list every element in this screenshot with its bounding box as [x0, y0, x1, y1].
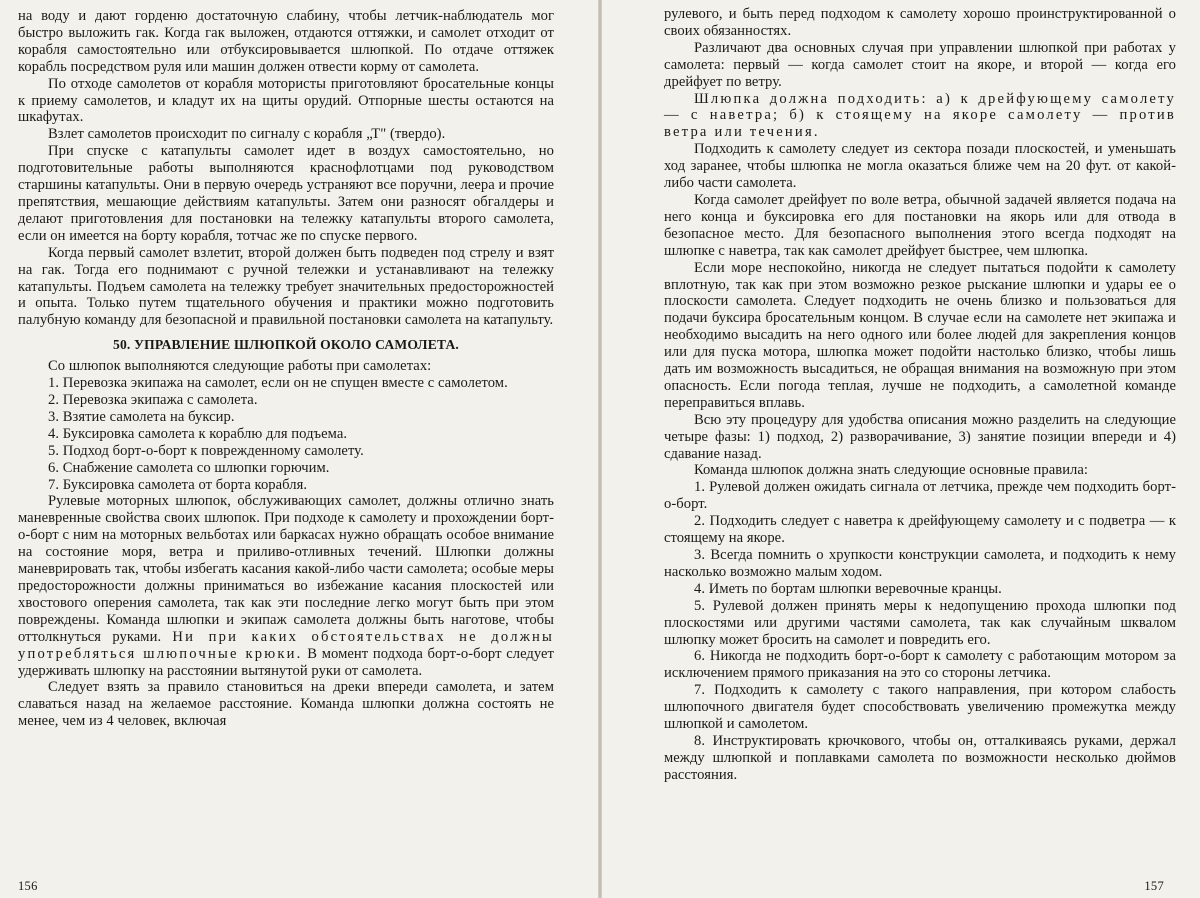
paragraph: При спуске с катапульты самолет идет в воздух самостоятельно, но подготовительные работы выполняются краснофлотцами под руководством старшины катапульты. Они в первую очередь устраняют все поручни, леера и прочие препятствия, мешающие действиям катапульты. Затем они разносят обгалдеры и делают приготовления для постановки на тележку катапульты второго самолета, если он имеется на борту корабля, тотчас же по спуске первого.: [18, 143, 554, 244]
paragraph: Если море неспокойно, никогда не следует пытаться подойти к самолету вплотную, так как при этом возможно резкое рыскание шлюпки и удары ее о плоскости самолета. Следует подходить не очень близко и пользоваться для подачи буксира бросательным концом. В случае если на самолете нет экипажа и необходимо высадить на него одного или более людей для закрепления концов или для пуска мотора, шлюпка может подойти настолько близко, чтобы лишь дать им возможность высадиться, не обращая внимания на возможную при этом опасность. Если погода теплая, лучше не подходить, а самолетной команде переправиться вплавь.: [664, 259, 1176, 411]
list-item: 6. Снабжение самолета со шлюпки горючим.: [48, 459, 330, 476]
page-number: 156: [18, 879, 38, 893]
paragraph: Когда первый самолет взлетит, второй должен быть подведен под стрелу и взят на гак. Тогда его поднимают с ручной тележки и устанавливают на тележку катапульты. Подъем самолета на тележку требует значительных предосторожностей и опыта. Только путем тщательного обучения и практики можно подготовить палубную команду для безопасной и правильной постановки самолета на катапульту.: [18, 244, 554, 329]
paragraph: на воду и дают горденю достаточную слабину, чтобы летчик-наблюдатель мог быстро выложить гак. Когда гак выложен, отдаются оттяжки, и самолет отходит от корабля самостоятельно или отбуксировывается шлюпкой. По отдаче оттяжек корабль посредством руля или машин должен отвести корму от самолета.: [18, 8, 554, 75]
rule-item: 7. Подходить к самолету с такого направления, при котором слабость шлюпочного двигателя будет способствовать увеличению промежутка между шлюпкой и самолетом.: [664, 682, 1176, 733]
paragraph: Команда шлюпок должна знать следующие основные правила:: [694, 462, 1089, 479]
rule-item: 3. Всегда помнить о хрупкости конструкции самолета, и подходить к нему насколько возможно малым ходом.: [664, 547, 1176, 580]
page-number: 157: [1144, 879, 1164, 893]
paragraph: Подходить к самолету следует из сектора позади плоскостей, и уменьшать ход заранее, чтобы шлюпка не могла оказаться ближе чем на 20 фут. от какой-либо части самолета.: [664, 141, 1176, 192]
list-item: 3. Взятие самолета на буксир.: [48, 408, 235, 425]
rule-item: 6. Никогда не подходить борт-о-борт к самолету с работающим мотором за исключением прямого приказания на это со стороны летчика.: [664, 648, 1176, 682]
paragraph: [18, 493, 554, 679]
right-page: [602, 0, 1200, 898]
list-item: 5. Подход борт-о-борт к поврежденному самолету.: [48, 442, 364, 459]
paragraph: Взлет самолетов происходит по сигналу с корабля „Т" (твердо).: [48, 126, 446, 143]
emphasized-paragraph: Шлюпка должна подходить: а) к дрейфующему самолету — с наветра; б) к стоящему на якоре самолету — против ветра или течения.: [664, 90, 1176, 141]
paragraph: Различают два основных случая при управлении шлюпкой при работах у самолета: первый — когда самолет стоит на якоре, и второй — когда его дрейфует по ветру.: [664, 39, 1176, 90]
list-item: 7. Буксировка самолета от борта корабля.: [48, 476, 308, 493]
left-page: [0, 0, 598, 898]
text-run: Рулевые моторных шлюпок, обслуживающих самолет, должны отлично знать маневренные свойства своих шлюпок. При подходе к самолету и прохождении борт-о-борт с ним на моторных вельботах или баркасах нужно обращать особое внимание на состояние моря, ветра и приливо-отливных течений. Шлюпки должны маневрировать так, чтобы избегать касания какой-либо части самолета; особые меры предосторожности должны приниматься во избежание касания плоскостей или хвостового оперения самолета, так как эти последние легко могут быть при этом повреждены. Команда шлюпки и экипаж самолета должны быть наготове, чтобы оттолкнуться руками.: [18, 493, 554, 645]
section-intro: Со шлюпок выполняются следующие работы при самолетах:: [48, 358, 432, 375]
list-item: 4. Буксировка самолета к кораблю для подъема.: [48, 425, 348, 442]
paragraph: Всю эту процедуру для удобства описания можно разделить на следующие четыре фазы: 1) подход, 2) разворачивание, 3) занятие позиции впереди и 4) сдавание назад.: [664, 411, 1176, 462]
rule-item: 8. Инструктировать крючкового, чтобы он, отталкиваясь руками, держал между шлюпкой и поплавками самолета по возможности несколько дюймов расстояния.: [664, 732, 1176, 783]
paragraph: Следует взять за правило становиться на дреки впереди самолета, и затем славаться назад на желаемое расстояние. Команда шлюпки должна состоять не менее, чем из 4 человек, включая: [18, 679, 554, 730]
rule-item: 5. Рулевой должен принять меры к недопущению прохода шлюпки под плоскостями или другими частями самолета, так как случайным шквалом шлюпку может бросить на самолет и повредить его.: [664, 597, 1176, 648]
list-item: 2. Перевозка экипажа с самолета.: [48, 392, 258, 409]
rule-item: 4. Иметь по бортам шлюпки веревочные кранцы.: [694, 580, 1002, 597]
paragraph: Когда самолет дрейфует по воле ветра, обычной задачей является подача на него конца и буксировка его для постановки на якорь или для отвода в безопасное место. Для безопасного выполнения этого всегда подходят на шлюпке с наветра, так как самолет дрейфует быстрее, чем шлюпка.: [664, 191, 1176, 259]
text-run: В момент подхода борт-о-борт следует удерживать шлюпку на расстоянии вытянутой руки от самолета.: [18, 645, 554, 679]
section-heading: 50. УПРАВЛЕНИЕ ШЛЮПКОЙ ОКОЛО САМОЛЕТА.: [113, 337, 459, 353]
list-item: 1. Перевозка экипажа на самолет, если он не спущен вместе с самолетом.: [48, 375, 508, 392]
rule-item: 1. Рулевой должен ожидать сигнала от летчика, прежде чем подходить борт-о-борт.: [664, 479, 1176, 513]
paragraph: рулевого, и быть перед подходом к самолету хорошо проинструктированной о своих обязанностях.: [664, 6, 1176, 39]
paragraph: По отходе самолетов от корабля мотористы приготовляют бросательные концы к приему самолетов, и кладут их на щиты орудий. Отпорные шесты остаются на шкафутах.: [18, 75, 554, 126]
rule-item: 2. Подходить следует с наветра к дрейфующему самолету и с подветра — к стоящему на якоре.: [664, 513, 1176, 547]
emphasized-text: Ни при каких обстоятельствах не должны употребляться шлюпочные крюки.: [18, 628, 554, 662]
